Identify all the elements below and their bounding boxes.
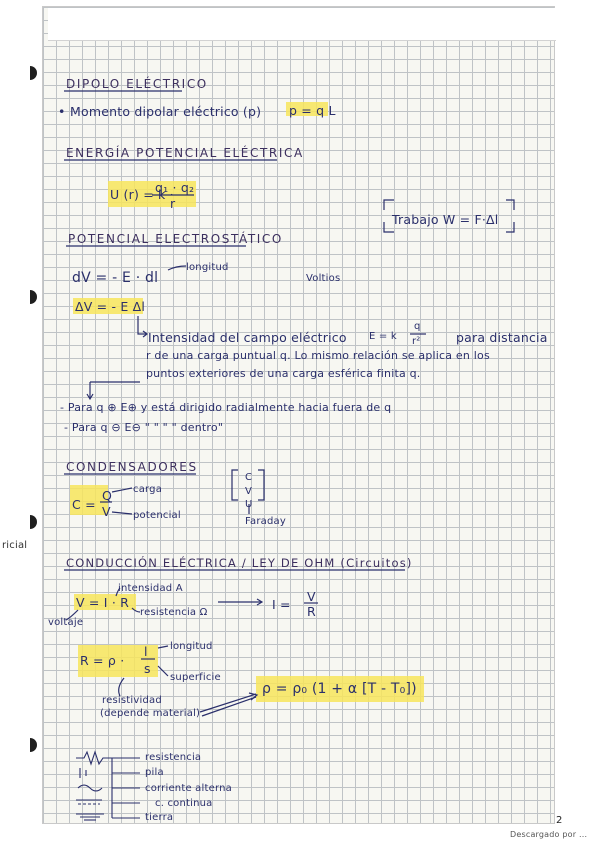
section-title-energia: ENERGÍA POTENCIAL ELÉCTRICA — [66, 146, 304, 160]
resistance-num: l — [144, 644, 148, 659]
section-title-dipolo: DIPOLO ELÉCTRICO — [66, 77, 208, 91]
dipolo-formula: p = q L — [289, 103, 336, 118]
longitud-label: longitud — [170, 641, 213, 652]
arrow-voltaje — [66, 610, 78, 620]
delta-v-formula: ΔV = - E Δl — [75, 299, 146, 314]
corner-bracket — [506, 200, 514, 210]
legend-item: corriente alterna — [145, 783, 232, 794]
units-bracket — [258, 470, 264, 500]
dv-note: longitud — [186, 262, 229, 273]
units-bottom: V — [245, 486, 253, 497]
campo-e-formula: E = k — [369, 331, 397, 342]
case-positive: - Para q ⊕ E⊕ y está dirigido radialmente hacia fuera de q — [60, 401, 392, 414]
campo-e-den: r² — [412, 336, 421, 347]
resistance-den: s — [144, 661, 151, 676]
dv-formula: dV = - E · dl — [72, 270, 159, 286]
arrow-resistencia — [132, 608, 140, 612]
capacitance-den: V — [102, 504, 111, 519]
potencial-units: Voltios — [306, 273, 341, 284]
page-number: 2 — [556, 815, 563, 826]
arrow-superficie — [158, 666, 168, 676]
arrow-resistividad — [119, 678, 124, 696]
current-den: R — [307, 604, 316, 619]
arrow-longitud — [158, 646, 168, 648]
resistor-symbol — [76, 752, 112, 764]
campo-e-num: q — [414, 321, 421, 332]
corner-bracket — [506, 222, 514, 232]
campo-line-1: Intensidad del campo eléctrico — [148, 330, 347, 345]
energia-numerator: q₁ · q₂ — [155, 180, 195, 195]
units-bracket — [232, 470, 238, 500]
arrow-dl-note — [168, 266, 186, 270]
case-negative: - Para q ⊖ E⊖ " " " " dentro" — [64, 421, 224, 434]
arrow-potencial — [112, 512, 132, 514]
arrow-carga — [112, 488, 132, 492]
current-lhs: I = — [272, 597, 291, 612]
arrow-to-rho — [200, 694, 256, 712]
legend-item: resistencia — [145, 752, 202, 763]
carga-label: carga — [133, 484, 163, 495]
arrow-intensidad — [116, 588, 120, 596]
voltaje-label: voltaje — [48, 617, 84, 628]
section-title-conduccion: CONDUCCIÓN ELÉCTRICA / LEY DE OHM (Circuitos) — [66, 556, 413, 570]
campo-line-1-tail: para distancia — [456, 330, 548, 345]
ohm-law: V = I · R — [76, 595, 130, 610]
resistivity-formula: ρ = ρ₀ (1 + α [T - T₀]) — [262, 681, 417, 697]
potencial-label: potencial — [133, 510, 181, 521]
dipolo-bullet: Momento dipolar eléctrico (p) — [70, 104, 262, 119]
resistencia-label: resistencia Ω — [140, 607, 208, 618]
corner-bracket — [384, 222, 394, 232]
trabajo-formula: Trabajo W = F·Δl — [392, 212, 499, 227]
depende-label: (depende material) — [100, 708, 201, 719]
capacitance-lhs: C = — [72, 497, 96, 512]
units-eq: U — [245, 499, 253, 510]
resistance-lhs: R = ρ · — [80, 653, 125, 668]
bullet-dot: • — [58, 104, 66, 119]
arrow-to-rho-2 — [202, 697, 256, 716]
intensidad-label: intensidad A — [118, 583, 183, 594]
footer-text: Descargado por ... — [510, 830, 588, 839]
units-top: C — [245, 472, 253, 483]
legend-item: tierra — [145, 812, 174, 823]
energia-formula-lhs: U (r) = k · — [110, 187, 174, 202]
legend-item: c. continua — [155, 798, 213, 809]
campo-line-2: r de una carga puntual q. Lo mismo relación se aplica en los — [146, 349, 490, 362]
campo-line-3: puntos exteriores de una carga esférica finita q. — [146, 367, 421, 380]
section-title-condensadores: CONDENSADORES — [66, 460, 198, 474]
arrow-delta-v — [138, 316, 146, 334]
faraday-label: Faraday — [245, 516, 286, 527]
superficie-label: superficie — [170, 672, 221, 683]
energia-denominator: r — [170, 196, 176, 211]
ac-symbol — [78, 785, 102, 791]
capacitance-num: Q — [102, 488, 113, 503]
current-num: V — [307, 589, 316, 604]
margin-note: ricial — [2, 540, 28, 551]
resistividad-label: resistividad — [102, 695, 162, 706]
legend-item: pila — [145, 767, 164, 778]
section-title-potencial: POTENCIAL ELECTROSTÁTICO — [68, 232, 283, 246]
corner-bracket — [384, 200, 394, 210]
